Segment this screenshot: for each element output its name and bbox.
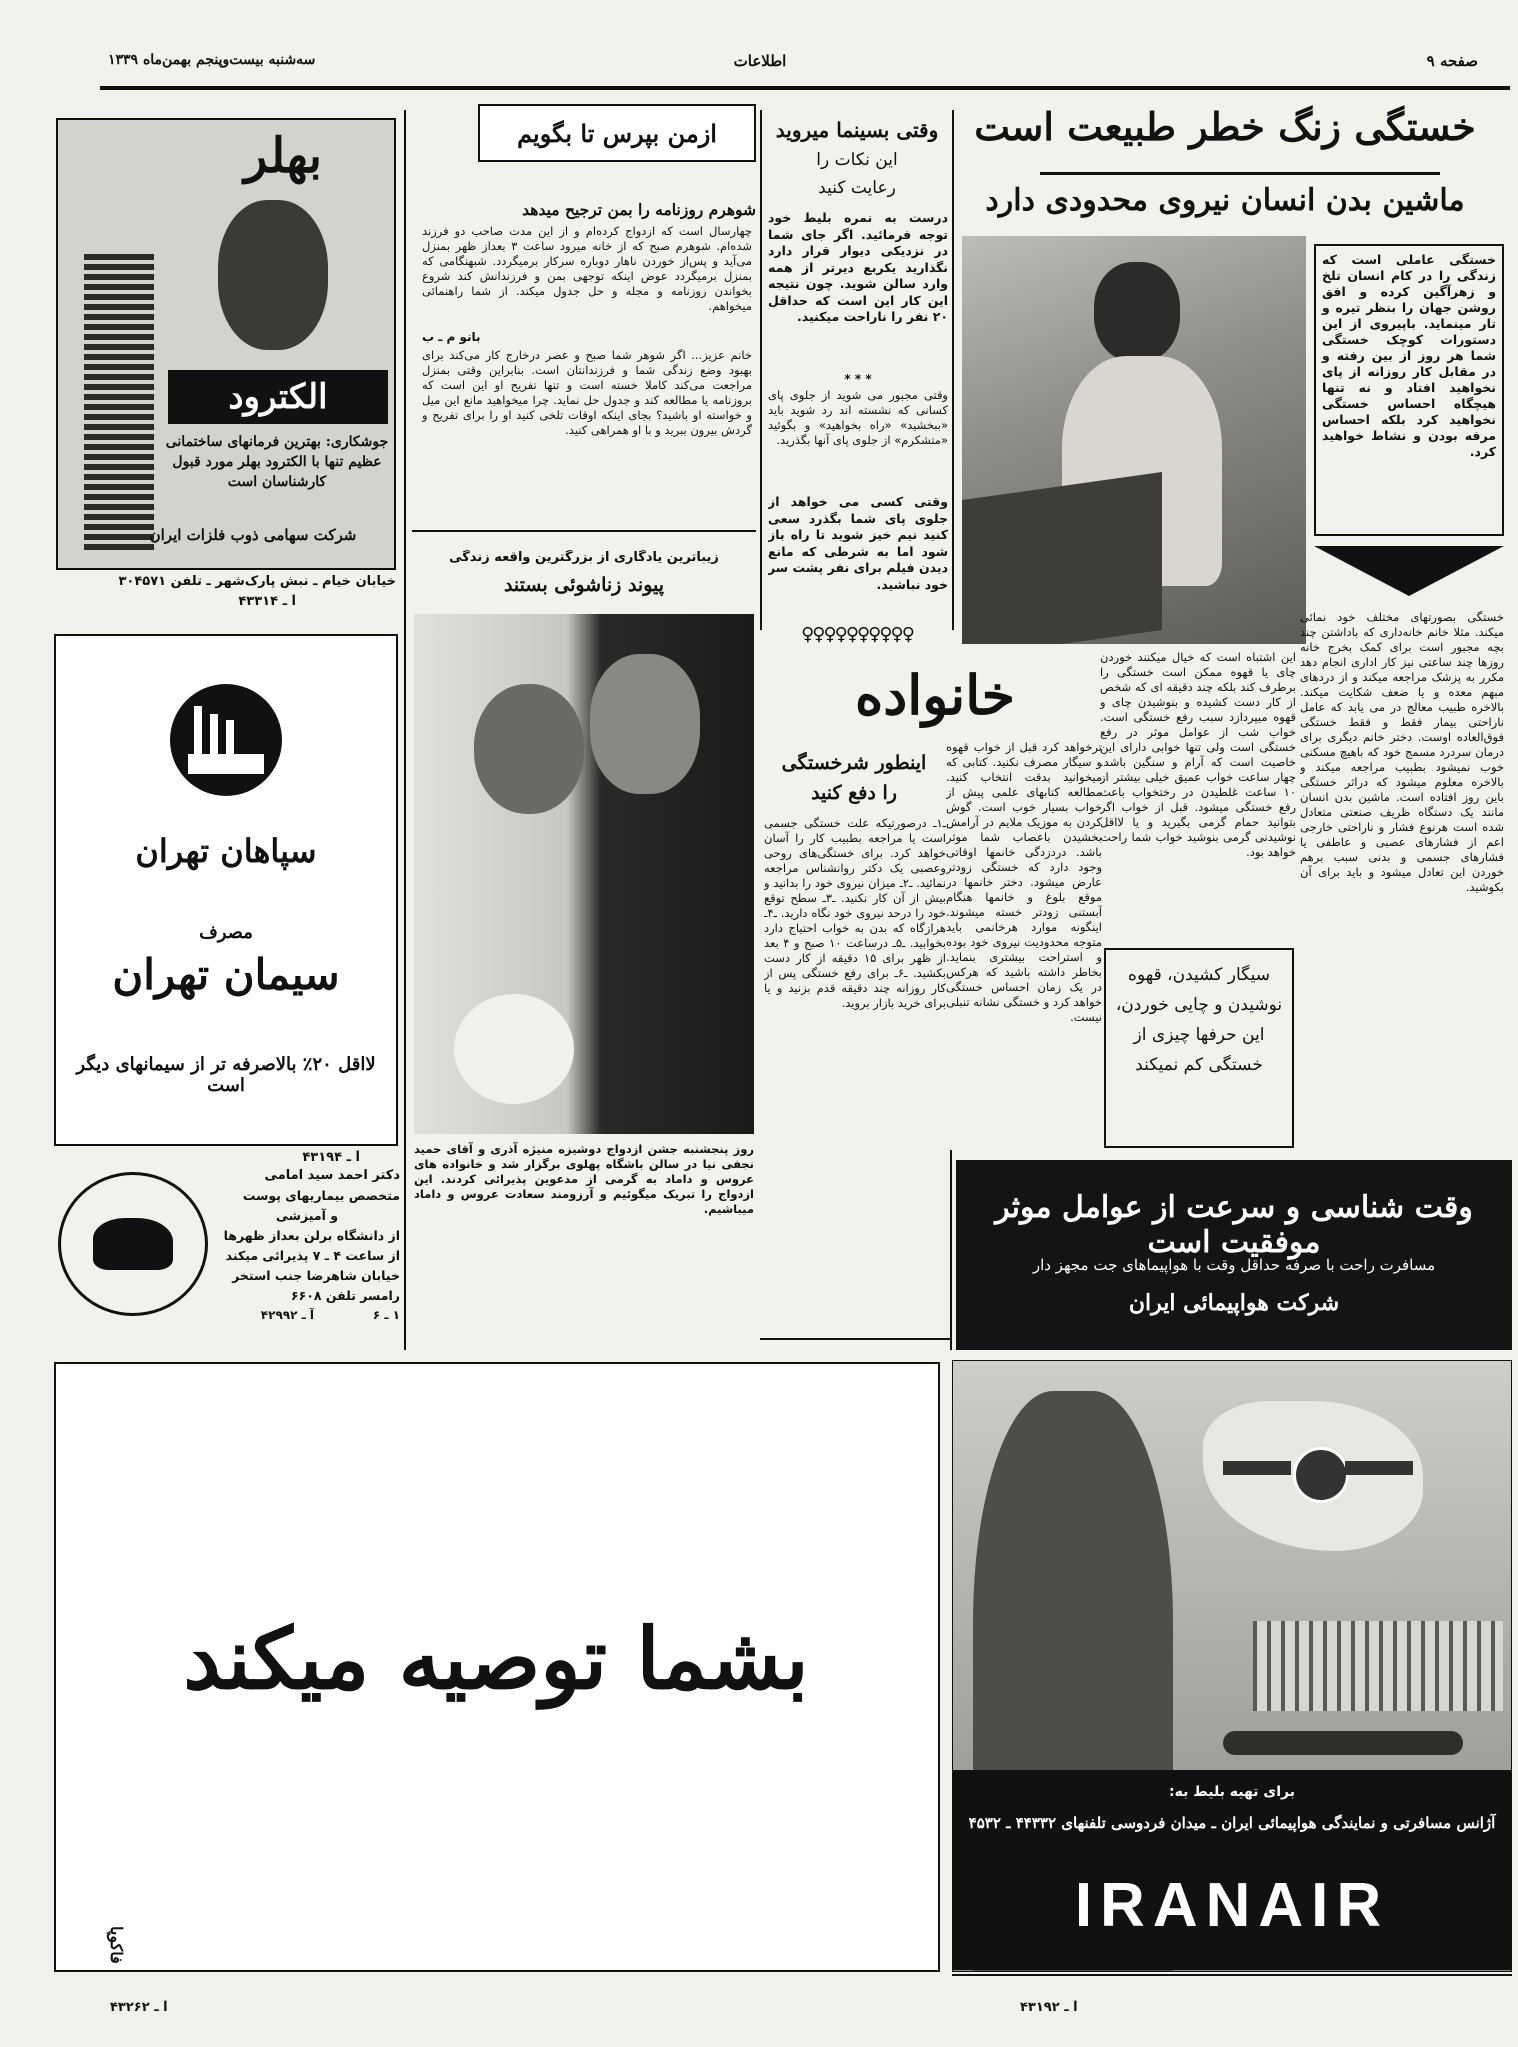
issue-date: سه‌شنبه بیست‌وپنجم بهمن‌ماه ۱۳۳۹ <box>108 52 316 68</box>
doctor-line2: و آمیزشی <box>276 1208 338 1223</box>
airplane <box>1223 1731 1463 1755</box>
electrode-company: شرکت سهامی ذوب فلزات ایران <box>149 526 357 544</box>
recommend-slogan: بشما توصیه میکند <box>183 1609 809 1708</box>
electrode-address: خیابان خیام ـ نبش پارک‌شهر ـ تلفن ۳۰۴۵۷۱ <box>118 574 396 589</box>
cement-brand: سیمان تهران <box>112 950 340 999</box>
cinema-right-rule <box>952 110 954 630</box>
wedding-kicker: زیباترین یادگاری از بزرگترین واقعه زندگی <box>449 550 719 565</box>
electrode-text: جوشکاری: بهترین فرمانهای ساختمانی عظیم تنها با الکترود بهلر مورد قبول کارشناسان است <box>165 434 389 490</box>
doctor-line1: متخصص بیماریهای پوست <box>242 1188 400 1203</box>
family-col2: ترخواهد کرد قبل از خواب قهوه و سیگار مصرف نکنید. کتابی که میخوانید بدقت انتخاب کنید. مطالعه کتابهای علمی پیش از خواب بسیار خوب است. گوش کردن به موزیک ملایم در آرامش بخشیدن باعصاب شما موثر باشد. دردزدگی خانمها اوقاتی وجود دارد که خستگی زودتر عارض میشود. دختر خانمها در موقع بلوغ و خانمها هنگام آبستنی زودتر خسته میشوند. اینگونه موارد هرخانمی باید متوجه محدودیت نیروی خود بوده و استراحت بیشتری بنماید. بخاطر داشته باشید که هرکس در یک زمان احساس خستگی خواهد کرد و خستگی نشانه تنبلی نیست. <box>946 740 1102 1024</box>
iranair-booking-text: آژانس مسافرتی و نمایندگی هواپیمائی ایران ـ میدان فردوسی تلفنهای ۴۴۳۳۲ ـ ۴۵۳۲ <box>968 1814 1496 1832</box>
fatigue-photo <box>962 236 1306 644</box>
family-figures: ♀♀♀♀♀♀♀♀♀♀ <box>801 624 913 645</box>
iranair-company: شرکت هواپیمائی ایران <box>1128 1290 1340 1316</box>
woman-head <box>1094 262 1180 362</box>
fatigue-rule <box>1040 172 1440 175</box>
family-bottom-rule <box>760 1338 950 1340</box>
family-title: خانواده <box>854 663 1016 727</box>
left-column-rule <box>404 110 406 1350</box>
ad-electrode <box>56 118 396 570</box>
cinema-tip-3: وقتی کسی می خواهد از جلوی پای شما بگذرد سعی کنید نیم خیز شوید تا راه باز شود اما به شرطی که مانع دیدن فیلم برای نفر پشت سر خود نباشید. <box>768 494 948 592</box>
desk <box>962 472 1162 644</box>
cinema-tip-1: درست به نمره بلیط خود توجه فرمائید. اگر جای شما در نزدیکی دیوار قرار دارد نگذارید یکربع دیرتر از همه وارد سالن شوید. چون نتیجه این کار این است که حداقل ۲۰ نفر را ناراحت میکنید. <box>768 210 948 324</box>
letter-column-box <box>478 104 756 162</box>
doctor-line5: خیابان شاهرضا جنب استخر <box>232 1268 400 1283</box>
ad-cement <box>54 634 398 1146</box>
bouquet <box>454 994 574 1104</box>
ad-iranair-banner <box>956 1160 1512 1350</box>
electrode-code: آ ـ ۴۳۳۱۴ <box>238 594 296 609</box>
wedding-caption: روز پنجشنبه جشن ازدواج دوشیزه منیژه آذری و آقای حمید نجفی نیا در سالن باشگاه پهلوی برگزار شد و خانواده های عروس و داماد به گرمی از مدعوین پذیرائی کردند. این ازدواج را تبریک میگوئیم و آرزومند سعادت عروس و داماد میباشیم. <box>414 1142 754 1216</box>
iranair-subline: مسافرت راحت با صرفه حداقل وقت با هواپیماهای جت مجهز دار <box>1032 1256 1436 1274</box>
family-headline-2: را دفع کنید <box>811 782 897 804</box>
cinema-headline: وقتی بسینما میروید <box>775 118 939 142</box>
ad-iranair-footer <box>952 1770 1512 1970</box>
electrode-product: الکترود <box>168 370 388 424</box>
ad-recommend <box>54 1362 940 1972</box>
header-rule <box>100 86 1510 90</box>
ad-iranair-booking <box>952 1974 1512 1976</box>
wedding-photo <box>414 614 754 1134</box>
cinema-left-rule <box>760 110 762 630</box>
fatigue-triangle <box>1314 546 1504 596</box>
welder-illustration <box>218 200 328 350</box>
electrode-brand: بهلر <box>244 128 322 184</box>
mid-column-rule <box>950 1150 952 1350</box>
cement-slogan: لااقل ۲۰٪ بالاصرفه تر از سیمانهای دیگر است <box>76 1054 376 1096</box>
elephant-icon <box>93 1218 173 1270</box>
doctor-name: دکتر احمد سید امامی <box>264 1168 400 1183</box>
fatigue-col1: خستگی بصورتهای مختلف خود نمائی میکند. مثلا خانم خانه‌داری که باداشتن چند بچه مجبور است برای کمک بخرج خانه روزها چند ساعتی نیز کار اداری انجام دهد مکرر به پزشک مراجعه میکند و از دردهای مبهم معده و یا ضعف شکایت میکند. بالاخره طبیب معالج در می یابد که عامل ناراحتی بیمار فقط و فقط خستگی فوق‌العاده اوست. دختر خانم دیگری برای درمان سردرد مسمج خود که باهیچ مسکنی خوب نمیشود بطبیب مراجعه میکند و بالاخره معلوم میشود که دراثر خستگی باین روز افتاده است. ماشین بدن انسان مانند یک دستگاه ظریف صنعتی متعادل شده است هرنوع فشار و ناراحتی خارجی اعم از فشارهای عصبی و عاطفی یا فشارهای جسمی و بدنی سبب برهم خوردن این تعادل میشود و باید برای آن بکوشید. <box>1300 610 1504 894</box>
fatigue-subheadline: ماشین بدن انسان نیروی محدودی دارد <box>985 183 1465 218</box>
fatigue-headline: خستگی زنگ خطر طبیعت است <box>974 104 1476 149</box>
cement-label-top: سپاهان تهران <box>135 832 317 870</box>
cinema-tip-2: وقتی مجبور می شوید از جلوی پای کسانی که نشسته اند رد شوید باید «ببخشید» «راه بخواهید» و بگوئید «متشکرم» از جلوی پای آنها بگذرید. <box>768 388 948 447</box>
building-illustration <box>84 250 154 550</box>
doctor-code-a: آ ـ ۴۲۹۹۲ <box>260 1308 314 1322</box>
page-number: صفحه ۹ <box>1426 52 1478 70</box>
recommend-code: آ ـ ۴۳۲۶۲ <box>110 2000 168 2015</box>
cement-label-mid: مصرف <box>199 922 253 943</box>
family-col1: ـ۱ـ درصورتیکه علت خستگی جسمی است یا مراجعه بطبیب کار را آسان خواهد کرد. برای خستگی‌های روحی وعصبی یک دکتر روانشناس مراجعه نمائید. ـ۲ـ میزان نیروی خود را بدانید و بیش از آن کار نکنید. ـ۳ـ سطح توقع خود را درحد نیروی خود نگاه دارید. ـ۴ـ هرازگاه که بدن به خواب احتیاج دارد بخوابید. ـ۵ـ درساعت ۱۰ صبح و ۴ بعد از ظهر برای ۱۵ دقیقه از کار دست بکشید. ـ۶ـ برای رفع خستگی پس از کار روزانه چند دقیقه قدم بزنید و یا برای خرید بازار بروید. <box>764 816 946 1010</box>
letter-column-title: ازمن بپرس تا بگویم <box>517 118 717 148</box>
cinema-subheadline-1: این نکات را <box>816 150 898 170</box>
paper-name: اطلاعات <box>733 52 787 70</box>
letter-signature: بانو م ـ ب <box>422 330 481 344</box>
fatigue-box <box>1104 948 1294 1148</box>
iranair-wing-logo <box>1223 1441 1413 1501</box>
factory-icon <box>170 684 282 796</box>
letter-rule <box>412 530 756 532</box>
letter-reply: خانم عزیز... اگر شوهر شما صبح و عصر درخارج کار می‌کند برای بهبود وضع زندگی شما و فرزندانتان است. بنابراین وقتی بمنزل مراجعت می‌کند کاملا خسته است و تنها تفریح او این است که بروزنامه یا مطالعه کند و جدول حل نماید. چرا میخواهید مانع این میل و خواسته او باشید؟ بجای اینکه اوقات تلخی کنید او را برای تفریح و گردش بیرون ببرید و با او همراهی کنید. <box>422 348 752 437</box>
doctor-line3: از دانشگاه برلن بعداز ظهرها <box>223 1228 400 1243</box>
cinema-subheadline-2: رعایت کنید <box>818 178 896 198</box>
bride-head <box>474 684 584 814</box>
groom-head <box>590 654 700 794</box>
letter-headline: شوهرم روزنامه را بمن ترجیح میدهد <box>522 200 756 219</box>
fatigue-intro: خستگی عاملی است که زندگی را در کام انسان تلخ و زهرآگین کرده و افق روشن جهان را بنظر تیره و تار مینماید. باپیروی از این دستورات کوچک خستگی شما هر روز از بین رفته و در مقابل کار روزانه از پای نخواهید افتاد و نه تنها هیچگاه احساس خستگی نخواهید کرد بلکه احساس مرفه بودن و نشاط خواهید کرد. <box>1314 244 1504 536</box>
cinema-stars: * * * <box>844 372 872 386</box>
letter-body: چهارسال است که ازدواج کرده‌ام و از این مدت صاحب دو فرزند شده‌ام. شوهرم صبح که از خانه میرود ساعت ۳ بعداز ظهر بمنزل می‌آید و پس‌از خوردن ناهار دوباره سرکار برمیگردد. شبهنگامی که بمنزل برمیگردد عوض اینکه توجهی بمن و فرزندانش کند شروع بخواندن روزنامه و مجله و حل جدول میکند. از شما راهنمائی میخواهم. <box>422 224 752 313</box>
fatigue-col2: این اشتباه است که خیال میکنند خوردن چای یا قهوه ممکن است خستگی را برطرف کند بلکه چند دقیقه ای که شخص از کار دست کشیده و بنوشیدن چای و قهوه میپردازد سبب رفع خستگی است. خواب شب از عوامل موثر در رفع خستگی است ولی تنها خوابی دارای این خاصیت است که آرام و سنگین باشد. چهار ساعت خواب عمیق خیلی بیشتر از ۱۰ ساعت غلطیدن در رختخواب باعث رفع خستگی میشود. قبل از خواب اگر بتوانید حمام گرمی بگیرید و یا لااقل نوشیدنی گرمی بنوشید خواب شما راحت خواهد بود. <box>1100 650 1296 859</box>
recommend-signature: فاکوپا <box>107 1926 126 1964</box>
airport-terminal <box>1253 1621 1503 1711</box>
doctor-line4: از ساعت ۴ ـ ۷ پذیرائی میکند <box>225 1248 400 1263</box>
iranair-code: آ ـ ۴۳۱۹۲ <box>1020 2000 1078 2015</box>
elephant-logo <box>58 1172 208 1316</box>
cement-code: آ ـ ۴۳۱۹۴ <box>302 1150 360 1165</box>
iranair-logo-text: IRANAIR <box>1074 1871 1390 1940</box>
fatigue-box-text: سیگار کشیدن، قهوه نوشیدن و چایی خوردن، این حرفها چیزی از خستگی کم نمیکند <box>1115 965 1283 1075</box>
doctor-line6: رامسر تلفن ۶۶۰۸ <box>291 1288 400 1303</box>
iranair-headline: وقت شناسی و سرعت از عوامل موثر موفقیت است <box>995 1190 1473 1260</box>
wedding-headline: پیوند زناشوئی بستند <box>503 574 665 596</box>
doctor-code-b: ۱ ـ ۶ <box>372 1308 400 1322</box>
iranair-booking-label: برای تهیه بلیط به: <box>1169 1784 1295 1800</box>
family-headline-1: اینطور شرخستگی <box>781 752 927 774</box>
